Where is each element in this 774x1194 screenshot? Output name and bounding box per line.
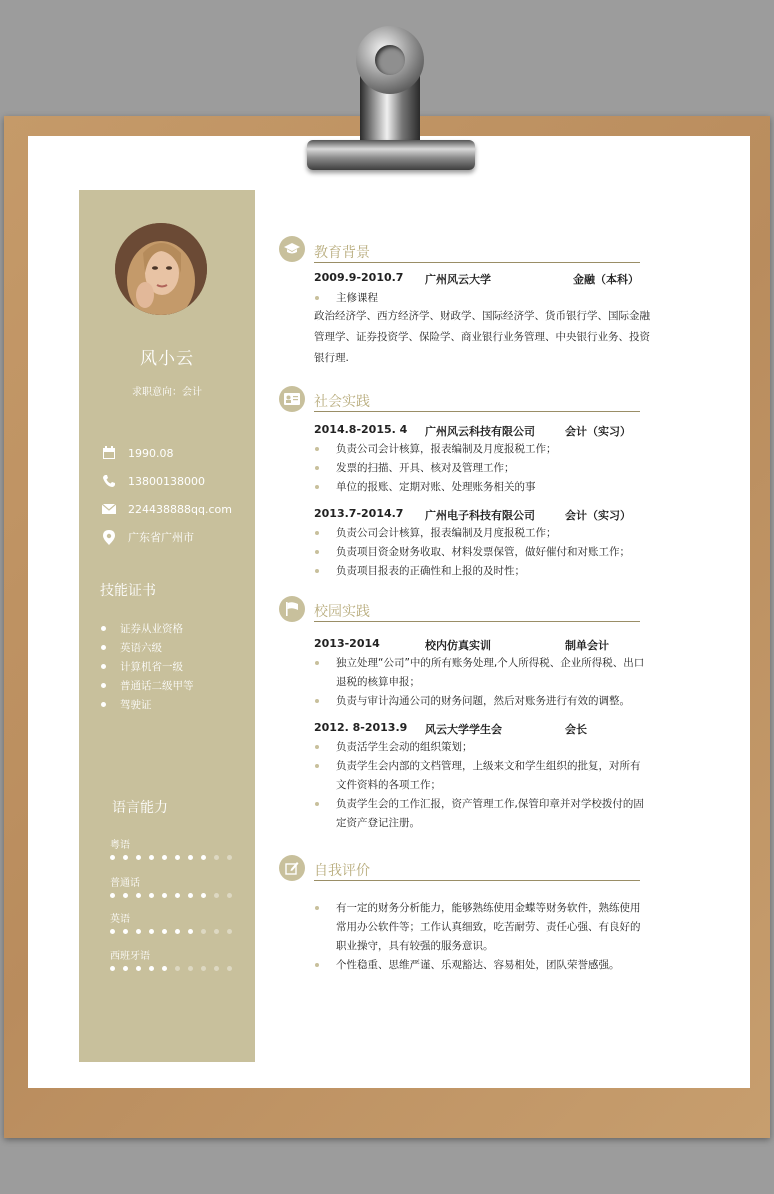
level-dot-filled [201, 855, 206, 860]
level-dot-filled [136, 855, 141, 860]
social-period: 2014.8-2015. 4 [314, 423, 408, 436]
bullet-dot [315, 963, 319, 967]
skill-item [101, 678, 194, 693]
self-text: 有一定的财务分析能力，能够熟练使用金蝶等财务软件，熟练使用常用办公软件等；工作认真细致，吃苦耐劳、责任心强、有良好的职业操守，具有较强的服务意识。 [336, 902, 641, 952]
campus-duty-text: 负责学生会内部的文档管理，上级来文和学生组织的批复，对所有文件资料的各项工作； [336, 760, 641, 791]
social-duty-item [314, 562, 650, 581]
campus-duty-text: 负责与审计沟通公司的财务问题，然后对账务进行有效的调整。 [336, 695, 630, 707]
social-company: 广州电子科技有限公司 [425, 509, 535, 522]
level-dot-filled [136, 966, 141, 971]
bullet-dot [101, 702, 106, 707]
job-intent: 求职意向：会计 [132, 387, 202, 398]
level-dot-filled [175, 855, 180, 860]
phone-icon [101, 473, 117, 489]
languages-title: 语言能力 [112, 800, 168, 816]
sidebar [79, 190, 255, 1062]
language-level-dots [110, 929, 240, 934]
level-dot-filled [162, 893, 167, 898]
level-dot-empty [214, 929, 219, 934]
social-duty-text: 负责公司会计核算，报表编制及月度报税工作； [336, 527, 557, 539]
level-dot-filled [149, 929, 154, 934]
bullet-dot [315, 699, 319, 703]
skill-item [101, 621, 183, 636]
phone-text[interactable]: 13800138000 [128, 474, 205, 488]
social-title: 社会实践 [314, 394, 370, 410]
bullet-dot [315, 531, 319, 535]
level-dot-empty [175, 966, 180, 971]
social-row [314, 423, 654, 439]
level-dot-filled [162, 855, 167, 860]
level-dot-filled [175, 929, 180, 934]
campus-role: 会长 [565, 723, 587, 736]
graduation-cap-icon [279, 236, 305, 262]
level-dot-empty [201, 966, 206, 971]
skill-item [101, 659, 183, 674]
level-dot-empty [214, 966, 219, 971]
level-dot-filled [149, 855, 154, 860]
level-dot-filled [188, 855, 193, 860]
bullet-dot [315, 569, 319, 573]
skill-label: 普通话二级甲等 [120, 680, 194, 692]
skill-label: 驾驶证 [120, 699, 152, 711]
skill-item [101, 697, 152, 712]
flag-icon [279, 596, 305, 622]
self-text: 个性稳重、思维严谨、乐观豁达、容易相处，团队荣誉感强。 [336, 959, 620, 971]
course-label: 主修课程 [336, 292, 378, 304]
self-item [314, 899, 650, 956]
mail-icon [101, 501, 117, 517]
level-dot-empty [227, 855, 232, 860]
social-duty-text: 发票的扫描、开具、核对及管理工作； [336, 462, 515, 474]
bullet-dot [101, 664, 106, 669]
campus-row [314, 721, 654, 737]
location-pin-icon [101, 529, 117, 545]
social-duty-text: 负责项目资金财务收取、材料发票保管，做好催付和对账工作； [336, 546, 630, 558]
level-dot-empty [188, 966, 193, 971]
level-dot-empty [227, 966, 232, 971]
level-dot-empty [227, 893, 232, 898]
level-dot-filled [123, 966, 128, 971]
social-duty-item [314, 440, 650, 459]
binder-clip-bar [307, 140, 475, 170]
bullet-dot [315, 447, 319, 451]
campus-duty-item [314, 654, 650, 692]
campus-role: 制单会计 [565, 639, 609, 652]
bullet-dot [101, 683, 106, 688]
skill-label: 英语六级 [120, 642, 162, 654]
bullet-dot [315, 906, 319, 910]
level-dot-filled [110, 929, 115, 934]
social-duty-text: 单位的报账、定期对账、处理账务相关的事 [336, 481, 536, 493]
education-major: 金融（本科） [573, 273, 639, 286]
level-dot-filled [110, 893, 115, 898]
campus-period: 2013-2014 [314, 637, 380, 650]
level-dot-empty [214, 855, 219, 860]
level-dot-filled [188, 929, 193, 934]
bullet-dot [315, 466, 319, 470]
campus-row [314, 637, 654, 653]
birthday-row [101, 445, 174, 461]
skills-title: 技能证书 [100, 583, 156, 599]
social-divider [314, 411, 640, 412]
campus-duty-item [314, 795, 650, 833]
id-card-icon [279, 386, 305, 412]
level-dot-filled [110, 855, 115, 860]
level-dot-empty [214, 893, 219, 898]
campus-duty-text: 负责学生会的工作汇报，资产管理工作,保管印章并对学校拨付的固定资产登记注册。 [336, 798, 644, 829]
bullet-dot [315, 485, 319, 489]
language-level-dots [110, 893, 240, 898]
email-row [101, 501, 232, 517]
level-dot-empty [227, 929, 232, 934]
social-duty-text: 负责项目报表的正确性和上报的及时性； [336, 565, 525, 577]
social-role: 会计（实习） [565, 509, 631, 522]
skill-label: 计算机省一级 [120, 661, 183, 673]
bullet-dot [101, 645, 106, 650]
skill-item [101, 640, 162, 655]
campus-title: 校园实践 [314, 604, 370, 620]
bullet-dot [315, 550, 319, 554]
bullet-dot [315, 802, 319, 806]
campus-duty-text: 负责活学生会动的组织策划； [336, 741, 473, 753]
bullet-dot [315, 764, 319, 768]
campus-period: 2012. 8-2013.9 [314, 721, 408, 734]
social-duty-text: 负责公司会计核算，报表编制及月度报税工作； [336, 443, 557, 455]
social-duty-item [314, 459, 650, 478]
level-dot-empty [201, 929, 206, 934]
campus-duty-item [314, 757, 650, 795]
language-name: 普通话 [110, 878, 140, 889]
social-period: 2013.7-2014.7 [314, 507, 404, 520]
language-level-dots [110, 855, 240, 860]
bullet-dot [315, 661, 319, 665]
social-duty-item [314, 478, 650, 497]
campus-duty-text: 独立处理“公司”中的所有账务处理,个人所得税、企业所得税、出口退税的核算申报； [336, 657, 645, 688]
person-name: 风小云 [140, 349, 194, 369]
calendar-icon [101, 445, 117, 461]
social-duty-item [314, 524, 650, 543]
email-text[interactable]: 224438888qq.com [128, 502, 232, 516]
level-dot-filled [201, 893, 206, 898]
language-name: 英语 [110, 914, 130, 925]
level-dot-filled [110, 966, 115, 971]
bullet-dot [101, 626, 106, 631]
level-dot-filled [123, 929, 128, 934]
level-dot-filled [175, 893, 180, 898]
level-dot-filled [149, 893, 154, 898]
level-dot-filled [136, 929, 141, 934]
phone-row [101, 473, 205, 489]
level-dot-filled [149, 966, 154, 971]
self-title: 自我评价 [314, 863, 370, 879]
campus-duty-item [314, 692, 650, 711]
level-dot-filled [123, 855, 128, 860]
level-dot-filled [188, 893, 193, 898]
education-row [314, 271, 654, 287]
level-dot-filled [136, 893, 141, 898]
self-divider [314, 880, 640, 881]
language-level-dots [110, 966, 240, 971]
social-row [314, 507, 654, 523]
education-school: 广州风云大学 [425, 273, 491, 286]
address-text: 广东省广州市 [128, 531, 194, 544]
education-title: 教育背景 [314, 245, 370, 261]
level-dot-filled [162, 966, 167, 971]
bullet-dot [315, 745, 319, 749]
campus-divider [314, 621, 640, 622]
self-item [314, 956, 650, 975]
course-list: 政治经济学、西方经济学、财政学、国际经济学、货币银行学、国际金融管理学、证券投资学、保险学、商业银行业务管理、中央银行业务、投资银行理. [314, 310, 650, 364]
address-row [101, 529, 194, 545]
education-divider [314, 262, 640, 263]
level-dot-filled [162, 929, 167, 934]
social-role: 会计（实习） [565, 425, 631, 438]
language-name: 粤语 [110, 840, 130, 851]
campus-duty-item [314, 738, 650, 757]
education-period: 2009.9-2010.7 [314, 271, 404, 284]
campus-org: 风云大学学生会 [425, 723, 502, 736]
level-dot-filled [123, 893, 128, 898]
campus-org: 校内仿真实训 [425, 639, 491, 652]
edit-icon [279, 855, 305, 881]
social-company: 广州风云科技有限公司 [425, 425, 535, 438]
skill-label: 证券从业资格 [120, 623, 183, 635]
avatar [115, 223, 207, 315]
social-duty-item [314, 543, 650, 562]
birthday-text: 1990.08 [128, 446, 174, 460]
binder-clip-hole [375, 45, 405, 75]
language-name: 西班牙语 [110, 951, 150, 962]
